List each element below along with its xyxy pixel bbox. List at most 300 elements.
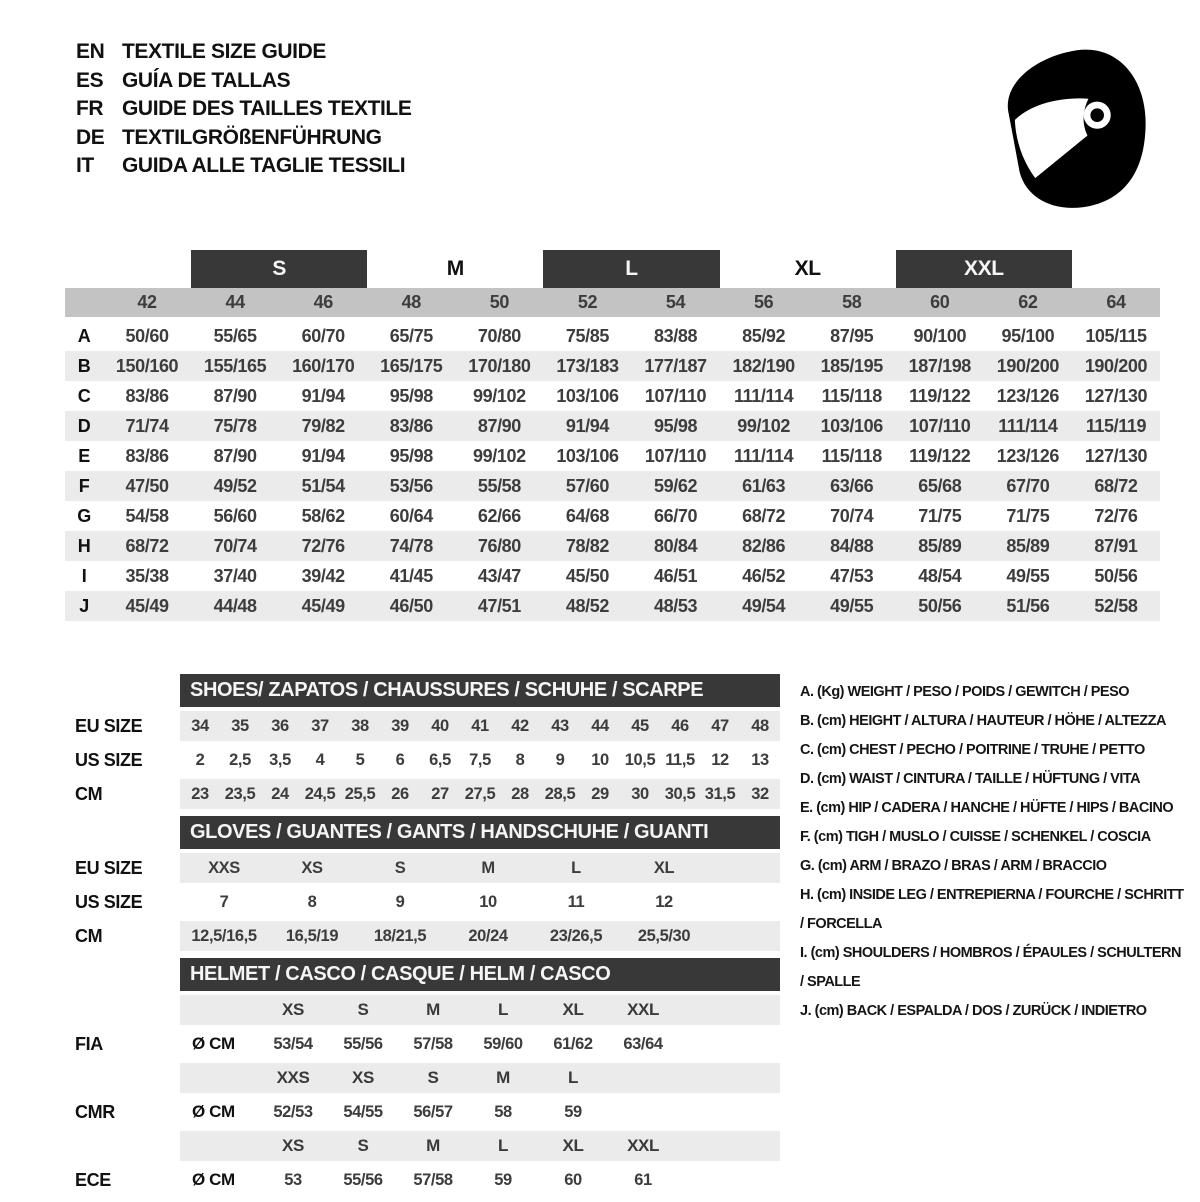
helmet-size-row [75, 995, 780, 1025]
legend-item: J. (cm) BACK / ESPALDA / DOS / ZURÜCK / INDIETRO [800, 1003, 1147, 1019]
shoes-value-cell: 2 [195, 750, 205, 769]
helmet-value-row [75, 1029, 780, 1059]
size-value-cell: 49/54 [742, 595, 786, 616]
size-value-cell: 95/98 [654, 415, 698, 436]
size-band: M [446, 257, 464, 280]
size-value-cell: 103/106 [556, 385, 619, 406]
measure-row [65, 321, 1160, 351]
size-value-cell: 87/90 [213, 445, 257, 466]
size-value-cell: 55/65 [213, 325, 257, 346]
size-value-cell: 70/80 [477, 325, 521, 346]
gloves-value-cell: 18/21,5 [373, 926, 427, 945]
shoes-value-cell: 41 [471, 716, 489, 735]
shoes-value-cell: 38 [351, 716, 369, 735]
shoes-value-cell: 30,5 [664, 784, 696, 803]
size-value-cell: 187/198 [908, 355, 971, 376]
row-key: J [79, 595, 89, 616]
size-value-cell: 90/100 [913, 325, 967, 346]
shoes-value-cell: 37 [311, 716, 329, 735]
size-band: XXL [896, 250, 1072, 288]
helmet-size-row-values [180, 995, 780, 1025]
size-value-cell: 48/52 [565, 595, 609, 616]
racing-helmet-icon [980, 28, 1164, 214]
size-value-cell: 57/60 [565, 475, 609, 496]
shoes-value-cell: 12 [711, 750, 729, 769]
size-value-cell: 75/78 [213, 415, 257, 436]
helmet-value-cell: 61 [634, 1170, 652, 1189]
size-value-cell: 55/58 [477, 475, 521, 496]
helmet-standard-label: CMR [75, 1101, 115, 1122]
measure-row [65, 531, 1160, 561]
size-value-cell: 46/51 [654, 565, 698, 586]
shoes-value-cell: 28,5 [544, 784, 576, 803]
size-value-cell: 62/66 [477, 505, 521, 526]
helmet-unit-spacer [180, 995, 258, 1025]
size-value-cell: 91/94 [301, 445, 345, 466]
size-value-cell: 52/58 [1094, 595, 1138, 616]
helmet-value-cell: 55/56 [343, 1170, 383, 1189]
size-value-cell: 99/102 [737, 415, 790, 436]
size-value-cell: 70/74 [213, 535, 257, 556]
size-value-cell: 68/72 [125, 535, 169, 556]
row-key: E [78, 445, 90, 466]
shoes-value-cell: 23 [191, 784, 209, 803]
size-value-cell: 155/165 [203, 355, 267, 376]
legend-item: F. (cm) TIGH / MUSLO / CUISSE / SCHENKEL / COSCIA [800, 829, 1151, 845]
size-value-cell: 111/114 [733, 385, 794, 406]
size-value-cell: 95/100 [1001, 325, 1055, 346]
shoes-value-cell: 34 [191, 716, 209, 735]
size-band: S [191, 250, 367, 288]
size-value-cell: 45/49 [301, 595, 345, 616]
shoes-value-cell: 45 [631, 716, 649, 735]
size-value-cell: 59/62 [654, 475, 698, 496]
helmet-value-cell: 55/56 [343, 1034, 383, 1053]
legend-item: H. (cm) INSIDE LEG / ENTREPIERNA / FOURCHE / SCHRITT / FORCELLA [800, 887, 1184, 932]
size-value-cell: 71/75 [1006, 505, 1050, 526]
helmet-size-row-spacer [75, 1063, 180, 1093]
size-value-cell: 54/58 [125, 505, 169, 526]
size-band: L [543, 250, 719, 288]
legend-item: D. (cm) WAIST / CINTURA / TAILLE / HÜFTUNG / VITA [800, 771, 1141, 787]
helmet-size-cell: XS [352, 1068, 374, 1087]
shoes-value-cell: 23,5 [224, 784, 256, 803]
language-list [76, 38, 411, 181]
shoes-value-cell: 27 [431, 784, 449, 803]
shoes-value-cell: 35 [231, 716, 249, 735]
size-value-cell: 83/86 [389, 415, 433, 436]
shoes-value-cell: 42 [511, 716, 529, 735]
row-key: D [77, 415, 91, 436]
shoes-row [75, 745, 780, 775]
textile-size-table [65, 250, 1160, 621]
gloves-value-cell: L [571, 858, 581, 877]
size-value-cell: 115/118 [821, 445, 882, 466]
helmet-size-cell: S [357, 1000, 369, 1019]
shoes-row-label: US SIZE [75, 749, 143, 770]
size-value-cell: 50/56 [918, 595, 962, 616]
band-spacer [65, 250, 191, 288]
legend-item: G. (cm) ARM / BRAZO / BRAS / ARM / BRACCIO [800, 858, 1107, 874]
legend-item: B. (cm) HEIGHT / ALTURA / HAUTEUR / HÖHE / ALTEZZA [800, 713, 1166, 729]
shoes-value-cell: 39 [391, 716, 409, 735]
helmet-size-cell: M [426, 1136, 440, 1155]
helmet-value-cell: 60 [564, 1170, 582, 1189]
size-value-cell: 71/75 [918, 505, 962, 526]
size-value-cell: 67/70 [1006, 475, 1050, 496]
helmet-rows [75, 995, 780, 1195]
gloves-value-cell: 10 [479, 892, 497, 911]
shoes-row [75, 779, 780, 809]
size-value-cell: 48/54 [918, 565, 962, 586]
shoes-value-cell: 2,5 [229, 750, 251, 769]
size-value-cell: 111/114 [733, 445, 794, 466]
language-label: TEXTILGRÖßENFÜHRUNG [122, 125, 382, 149]
size-value-cell: 76/80 [477, 535, 521, 556]
helmet-value-row-values [180, 1029, 780, 1059]
size-number-cell: 64 [1106, 292, 1126, 312]
size-number-cell: 58 [842, 292, 862, 312]
size-value-cell: 150/160 [115, 355, 179, 376]
size-value-cell: 83/86 [125, 385, 169, 406]
size-number-cell: 50 [489, 292, 509, 312]
row-key: A [77, 325, 91, 346]
shoes-value-cell: 44 [591, 716, 609, 735]
helmet-value-cell: 53 [284, 1170, 302, 1189]
shoes-value-cell: 27,5 [464, 784, 496, 803]
gloves-value-cell: M [481, 858, 495, 877]
size-value-cell: 43/47 [477, 565, 521, 586]
gloves-row-values [180, 853, 780, 883]
gloves-value-cell: 12,5/16,5 [191, 926, 257, 945]
size-value-cell: 60/70 [301, 325, 345, 346]
shoes-value-cell: 9 [555, 750, 565, 769]
helmet-section-title: HELMET / CASCO / CASQUE / HELM / CASCO [180, 958, 780, 991]
language-code: DE [76, 125, 105, 149]
shoes-value-cell: 25,5 [344, 784, 376, 803]
helmet-size-row-values [180, 1063, 780, 1093]
legend-item: A. (Kg) WEIGHT / PESO / POIDS / GEWITCH / PESO [800, 684, 1130, 700]
measure-row [65, 411, 1160, 441]
helmet-size-cell: XL [562, 1000, 584, 1019]
size-value-cell: 83/88 [654, 325, 698, 346]
gloves-row-label: US SIZE [75, 891, 143, 912]
size-value-cell: 46/52 [742, 565, 786, 586]
size-value-cell: 105/115 [1085, 325, 1147, 346]
size-value-cell: 119/122 [909, 385, 971, 406]
helmet-value-row [75, 1165, 780, 1195]
size-value-cell: 56/60 [213, 505, 257, 526]
shoes-value-cell: 40 [431, 716, 449, 735]
helmet-value-cell: 56/57 [413, 1102, 453, 1121]
size-value-cell: 80/84 [654, 535, 698, 556]
gloves-value-cell: 8 [307, 892, 317, 911]
shoes-value-cell: 6 [395, 750, 405, 769]
size-value-cell: 65/75 [389, 325, 433, 346]
shoes-row-label: CM [75, 783, 103, 804]
size-value-cell: 63/66 [830, 475, 874, 496]
gloves-row-values [180, 921, 780, 951]
gloves-row-label: EU SIZE [75, 857, 143, 878]
helmet-value-cell: 52/53 [273, 1102, 313, 1121]
helmet-value-cell: 53/54 [273, 1034, 313, 1053]
row-key: B [77, 355, 91, 376]
measure-row [65, 441, 1160, 471]
size-value-cell: 70/74 [830, 505, 874, 526]
helmet-size-cell: S [357, 1136, 369, 1155]
size-value-cell: 78/82 [565, 535, 609, 556]
language-code: FR [76, 97, 104, 120]
size-value-cell: 84/88 [830, 535, 874, 556]
helmet-size-row [75, 1063, 780, 1093]
language-code: IT [76, 154, 94, 177]
helmet-value-cell: 61/62 [553, 1034, 593, 1053]
size-value-cell: 107/110 [644, 445, 707, 466]
shoes-value-cell: 36 [271, 716, 289, 735]
helmet-size-cell: XXS [276, 1068, 310, 1087]
size-value-cell: 60/64 [389, 505, 433, 526]
shoes-value-cell: 26 [391, 784, 409, 803]
size-value-cell: 45/49 [125, 595, 169, 616]
size-value-cell: 95/98 [389, 445, 433, 466]
helmet-value-cell: 59 [494, 1170, 512, 1189]
size-value-cell: 91/94 [301, 385, 345, 406]
helmet-value-cell: 59/60 [483, 1034, 523, 1053]
size-value-cell: 44/48 [213, 595, 257, 616]
helmet-value-cell: 54/55 [343, 1102, 383, 1121]
language-label: GUIDA ALLE TAGLIE TESSILI [122, 154, 406, 177]
size-value-cell: 103/106 [556, 445, 619, 466]
helmet-size-cell: S [427, 1068, 439, 1087]
numeric-size-row [65, 288, 1160, 317]
size-value-cell: 127/130 [1084, 385, 1148, 406]
language-row [76, 67, 411, 96]
size-number-cell: 46 [313, 292, 333, 312]
size-value-cell: 75/85 [565, 325, 609, 346]
size-value-cell: 72/76 [301, 535, 345, 556]
gloves-value-cell: 11 [567, 892, 585, 911]
helmet-size-cell: M [426, 1000, 440, 1019]
gloves-value-cell: 16,5/19 [285, 926, 339, 945]
row-key: C [77, 385, 91, 406]
helmet-size-cell: XL [562, 1136, 584, 1155]
shoes-value-cell: 8 [515, 750, 525, 769]
gloves-value-cell: XXS [208, 858, 240, 877]
size-band: XL [794, 257, 821, 280]
shoes-value-cell: 31,5 [704, 784, 736, 803]
helmet-size-cell: XXL [627, 1136, 659, 1155]
language-row [76, 124, 411, 153]
size-value-cell: 190/200 [1084, 355, 1148, 376]
language-label: TEXTILE SIZE GUIDE [122, 40, 326, 63]
size-value-cell: 68/72 [1094, 475, 1138, 496]
size-value-cell: 103/106 [820, 415, 883, 436]
language-row [76, 95, 411, 124]
shoes-value-cell: 3,5 [269, 750, 291, 769]
size-value-cell: 41/45 [389, 565, 433, 586]
size-value-cell: 39/42 [301, 565, 345, 586]
helmet-unit-label: Ø CM [192, 1034, 235, 1053]
size-value-cell: 99/102 [473, 385, 526, 406]
size-value-cell: 82/86 [742, 535, 786, 556]
gloves-row [75, 853, 780, 883]
size-value-cell: 99/102 [473, 445, 526, 466]
shoes-value-cell: 28 [511, 784, 529, 803]
helmet-section [75, 958, 780, 1195]
language-label: GUÍA DE TALLAS [122, 68, 291, 92]
size-value-cell: 64/68 [565, 505, 609, 526]
language-code: ES [76, 68, 104, 92]
size-value-cell: 50/60 [125, 325, 169, 346]
language-code: EN [76, 40, 105, 63]
helmet-unit-label: Ø CM [192, 1102, 235, 1121]
size-value-cell: 119/122 [909, 445, 971, 466]
helmet-size-row-spacer [75, 1131, 180, 1161]
shoes-value-cell: 48 [751, 716, 769, 735]
helmet-unit-spacer [180, 1131, 258, 1161]
shoes-value-cell: 10,5 [624, 750, 656, 769]
measurement-legend [800, 678, 1185, 1026]
helmet-value-row-values [180, 1097, 780, 1127]
size-value-cell: 111/114 [998, 415, 1058, 436]
helmet-value-cell: 58 [494, 1102, 512, 1121]
lower-tables [75, 674, 780, 1202]
size-value-cell: 49/52 [213, 475, 257, 496]
size-value-cell: 87/90 [477, 415, 521, 436]
size-value-cell: 46/50 [389, 595, 433, 616]
gloves-rows [75, 853, 780, 951]
size-value-cell: 61/63 [742, 475, 786, 496]
size-value-cell: 72/76 [1094, 505, 1138, 526]
size-value-cell: 35/38 [125, 565, 169, 586]
helmet-size-cell: XS [282, 1000, 304, 1019]
shoes-row-values [180, 779, 780, 809]
shoes-value-cell: 5 [355, 750, 365, 769]
textile-rows [65, 321, 1160, 621]
size-number-cell: 54 [665, 292, 686, 312]
helmet-value-cell: 63/64 [623, 1034, 663, 1053]
gloves-row-label: CM [75, 925, 103, 946]
size-value-cell: 115/118 [821, 385, 882, 406]
size-value-cell: 185/195 [820, 355, 883, 376]
size-value-cell: 58/62 [301, 505, 345, 526]
size-value-cell: 68/72 [742, 505, 786, 526]
helmet-standard-label: ECE [75, 1169, 111, 1190]
helmet-size-cell: L [498, 1136, 508, 1155]
helmet-unit-spacer [180, 1063, 258, 1093]
shoes-row-values [180, 711, 780, 741]
size-value-cell: 160/170 [292, 355, 355, 376]
helmet-size-row-values [180, 1131, 780, 1161]
size-value-cell: 51/54 [301, 475, 345, 496]
measure-row [65, 561, 1160, 591]
helmet-size-cell: L [568, 1068, 578, 1087]
size-value-cell: 48/53 [654, 595, 698, 616]
language-label: GUIDE DES TAILLES TEXTILE [122, 97, 412, 120]
shoes-value-cell: 13 [751, 750, 769, 769]
helmet-size-cell: XS [282, 1136, 304, 1155]
size-value-cell: 87/95 [830, 325, 874, 346]
size-value-cell: 165/175 [380, 355, 443, 376]
shoes-value-cell: 46 [671, 716, 689, 735]
size-number-cell: 62 [1018, 292, 1038, 312]
shoes-row-values [180, 745, 780, 775]
helmet-size-row [75, 1131, 780, 1161]
size-value-cell: 177/187 [644, 355, 707, 376]
size-value-cell: 45/50 [565, 565, 609, 586]
measure-row [65, 471, 1160, 501]
language-row [76, 38, 411, 67]
size-value-cell: 37/40 [213, 565, 257, 586]
size-value-cell: 47/53 [830, 565, 874, 586]
size-number-cell: 48 [401, 292, 421, 312]
language-row [76, 152, 411, 181]
size-value-cell: 95/98 [389, 385, 433, 406]
shoes-value-cell: 11,5 [665, 750, 695, 769]
helmet-size-cell: L [498, 1000, 508, 1019]
size-value-cell: 190/200 [996, 355, 1059, 376]
size-value-cell: 74/78 [389, 535, 433, 556]
shoes-section-title: SHOES/ ZAPATOS / CHAUSSURES / SCHUHE / SCARPE [180, 674, 780, 707]
size-value-cell: 123/126 [996, 445, 1059, 466]
shoes-value-cell: 24 [271, 784, 289, 803]
size-value-cell: 65/68 [918, 475, 962, 496]
size-value-cell: 53/56 [389, 475, 433, 496]
shoes-value-cell: 43 [551, 716, 569, 735]
size-number-cell: 56 [754, 292, 774, 312]
helmet-value-row [75, 1097, 780, 1127]
size-value-cell: 49/55 [830, 595, 874, 616]
size-value-cell: 85/89 [1006, 535, 1050, 556]
gloves-value-cell: 7 [219, 892, 229, 911]
size-value-cell: 91/94 [565, 415, 609, 436]
size-value-cell: 87/91 [1094, 535, 1138, 556]
size-value-cell: 47/50 [125, 475, 169, 496]
size-value-cell: 49/55 [1006, 565, 1050, 586]
size-value-cell: 182/190 [732, 355, 795, 376]
gloves-row [75, 887, 780, 917]
size-value-cell: 66/70 [654, 505, 698, 526]
size-value-cell: 123/126 [996, 385, 1059, 406]
size-value-cell: 107/110 [644, 385, 707, 406]
size-value-cell: 71/74 [125, 415, 169, 436]
size-value-cell: 50/56 [1094, 565, 1138, 586]
helmet-value-cell: 59 [564, 1102, 582, 1121]
size-number-cell: 60 [930, 292, 950, 312]
row-key: F [78, 475, 90, 496]
size-value-cell: 87/90 [213, 385, 257, 406]
size-value-cell: 51/56 [1006, 595, 1050, 616]
gloves-value-cell: 23/26,5 [549, 926, 603, 945]
shoes-value-cell: 7,5 [469, 750, 491, 769]
helmet-value-cell: 57/58 [413, 1034, 453, 1053]
measure-row [65, 381, 1160, 411]
shoes-value-cell: 47 [711, 716, 729, 735]
gloves-value-cell: 12 [655, 892, 673, 911]
row-key: I [81, 565, 87, 586]
shoes-value-cell: 30 [631, 784, 649, 803]
helmet-value-row-values [180, 1165, 780, 1195]
size-value-cell: 115/119 [1085, 415, 1147, 436]
size-value-cell: 170/180 [468, 355, 531, 376]
row-key: G [77, 505, 91, 526]
size-value-cell: 107/110 [909, 415, 971, 436]
helmet-unit-label: Ø CM [192, 1170, 235, 1189]
gloves-row-values [180, 887, 780, 917]
numeric-spacer [65, 288, 103, 317]
size-value-cell: 85/89 [918, 535, 962, 556]
helmet-size-cell: M [496, 1068, 510, 1087]
